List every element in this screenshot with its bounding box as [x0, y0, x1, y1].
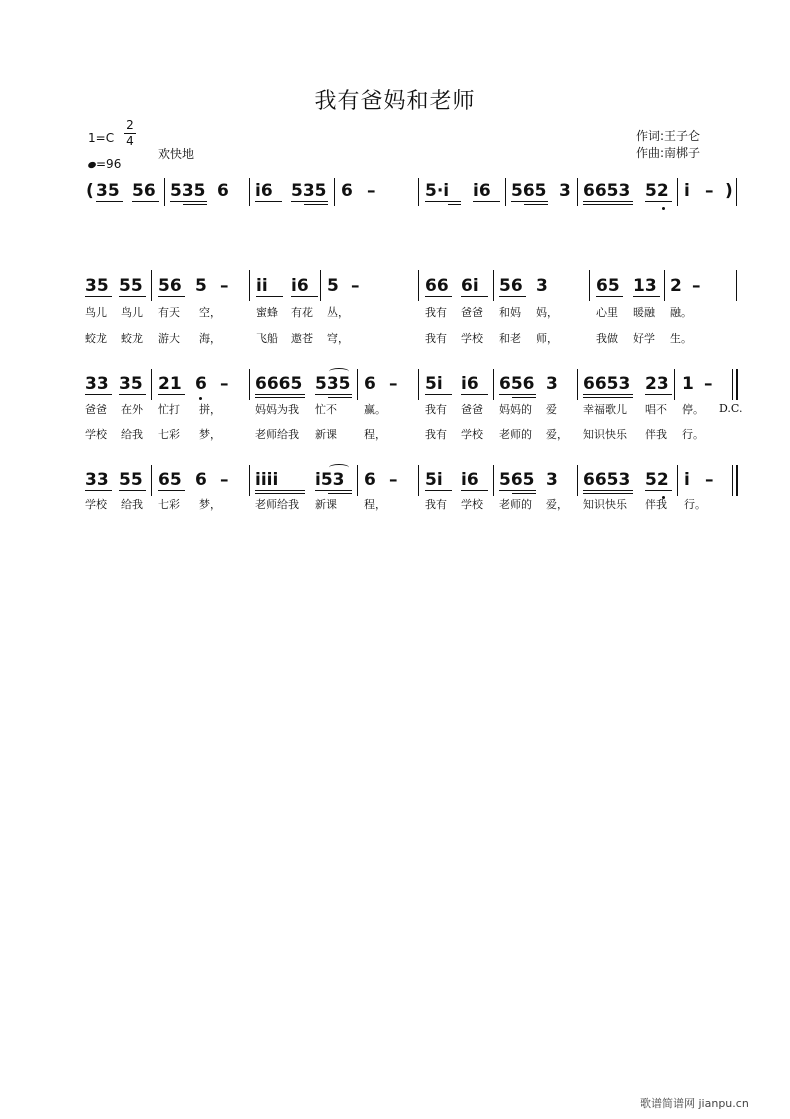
- lyric: 丛，: [327, 306, 349, 319]
- barline: [151, 369, 152, 400]
- note-group: 535: [315, 374, 351, 394]
- note-group: 535: [170, 181, 206, 201]
- note-group: i6: [473, 181, 491, 201]
- dash: –: [705, 181, 714, 201]
- barline: [505, 178, 506, 206]
- note-group: 35: [96, 181, 120, 201]
- dash: –: [389, 470, 398, 490]
- dash: –: [220, 470, 229, 490]
- note-group: 5i: [425, 374, 443, 394]
- lyric: 空，: [199, 306, 221, 319]
- note-group: 33: [85, 374, 109, 394]
- lyric: 学校: [85, 498, 107, 511]
- barline: [418, 270, 419, 301]
- note-group: 6653: [583, 181, 631, 201]
- slur: [329, 464, 349, 471]
- barline: [493, 270, 494, 301]
- note-group: 35: [119, 374, 143, 394]
- lyric: 伴我: [645, 428, 667, 441]
- dash: –: [351, 276, 360, 296]
- note-group: i: [684, 181, 690, 201]
- barline: [664, 270, 665, 301]
- barline: [320, 270, 321, 301]
- lyric: 老师给我: [255, 498, 299, 511]
- note-group: 3: [559, 181, 571, 201]
- note-group: i6: [461, 374, 479, 394]
- barline: [249, 369, 250, 400]
- barline: [151, 465, 152, 496]
- note-group: i6: [291, 276, 309, 296]
- lyric: 幸福歌儿: [583, 403, 627, 416]
- note-group: 65: [158, 470, 182, 490]
- barline: [577, 369, 578, 400]
- note-group: 656: [499, 374, 535, 394]
- lyric: 忙不: [315, 403, 337, 416]
- note-group: 5i: [425, 470, 443, 490]
- note-group: 565: [511, 181, 547, 201]
- barline: [674, 369, 675, 400]
- note-group: 66: [425, 276, 449, 296]
- lyric: 我做: [596, 332, 618, 345]
- note-group: 6: [195, 374, 207, 394]
- lyric: 七彩: [158, 428, 180, 441]
- barline: [357, 465, 358, 496]
- lyric: 爸爸: [461, 306, 483, 319]
- lyric: 老师给我: [255, 428, 299, 441]
- lyric: 唱不: [645, 403, 667, 416]
- lyric: 我有: [425, 428, 447, 441]
- note-group: 6: [217, 181, 229, 201]
- lyric: 梦，: [199, 498, 221, 511]
- note-group: 56: [499, 276, 523, 296]
- lyric: 行。: [682, 428, 704, 441]
- lyric: 爱，: [546, 498, 568, 511]
- lyric: 在外: [121, 403, 143, 416]
- site-watermark: 歌谱简谱网 jianpu.cn: [640, 1097, 749, 1110]
- note-group: 55: [119, 470, 143, 490]
- lyric: 老师的: [499, 498, 532, 511]
- note-group: 3: [546, 470, 558, 490]
- lyric: 和妈: [499, 306, 521, 319]
- lyric: 拼，: [199, 403, 221, 416]
- barline: [493, 369, 494, 400]
- note-group: 1: [682, 374, 694, 394]
- dash: –: [220, 374, 229, 394]
- lyric: 鸟儿: [121, 306, 143, 319]
- note-group: 5: [195, 276, 207, 296]
- lyric: 程，: [364, 498, 386, 511]
- lyric: 爱: [546, 403, 557, 416]
- dash: –: [705, 470, 714, 490]
- da-capo-mark: D.C.: [719, 402, 743, 415]
- dash: –: [704, 374, 713, 394]
- low-octave-dot: [662, 207, 665, 210]
- barline: [418, 369, 419, 400]
- lyric: 知识快乐: [583, 498, 627, 511]
- time-signature-bottom: 4: [126, 134, 134, 148]
- lyric: 给我: [121, 498, 143, 511]
- lyric: 爸爸: [85, 403, 107, 416]
- song-title: 我有爸妈和老师: [314, 89, 476, 114]
- composer-credit: 作曲:南梆子: [636, 146, 701, 160]
- lyric: 心里: [596, 306, 618, 319]
- lyric: 学校: [461, 428, 483, 441]
- note-group: 21: [158, 374, 182, 394]
- lyric: 新课: [315, 498, 337, 511]
- note-group: 565: [499, 470, 535, 490]
- lyric: 妈，: [536, 306, 558, 319]
- note-group: 23: [645, 374, 669, 394]
- note-group: 6i: [461, 276, 479, 296]
- lyric: 学校: [461, 332, 483, 345]
- lyric: 妈妈的: [499, 403, 532, 416]
- expression-marking: 欢快地: [158, 147, 195, 161]
- low-octave-dot: [199, 397, 202, 400]
- lyric: 伴我: [645, 498, 667, 511]
- lyric: 梦，: [199, 428, 221, 441]
- note-group: i6: [255, 181, 273, 201]
- lyric: 妈妈为我: [255, 403, 299, 416]
- lyric: 游大: [158, 332, 180, 345]
- note-group: 65: [596, 276, 620, 296]
- barline: [249, 270, 250, 301]
- dash: –: [692, 276, 701, 296]
- lyric: 飞船: [256, 332, 278, 345]
- lyric: 爸爸: [461, 403, 483, 416]
- note-group: 13: [633, 276, 657, 296]
- lyric: 有花: [291, 306, 313, 319]
- barline: [589, 270, 590, 301]
- note-group: 6: [364, 470, 376, 490]
- lyric: 生。: [670, 332, 692, 345]
- lyric: 停。: [682, 403, 704, 416]
- lyric: 暖融: [633, 306, 655, 319]
- barline: [493, 465, 494, 496]
- lyric: 蛟龙: [85, 332, 107, 345]
- lyric: 我有: [425, 403, 447, 416]
- barline: [164, 178, 165, 206]
- lyric: 海，: [199, 332, 221, 345]
- lyric: 融。: [670, 306, 692, 319]
- lyric: 穹，: [327, 332, 349, 345]
- barline: [249, 465, 250, 496]
- note-group: 56: [158, 276, 182, 296]
- paren-close: ): [725, 181, 733, 201]
- note-group: 6: [341, 181, 353, 201]
- note-group: 6665: [255, 374, 303, 394]
- note-group: 5: [327, 276, 339, 296]
- note-group: 52: [645, 470, 669, 490]
- barline: [736, 178, 737, 206]
- barline: [418, 465, 419, 496]
- dash: –: [220, 276, 229, 296]
- lyric: 蜜蜂: [256, 306, 278, 319]
- lyric: 我有: [425, 498, 447, 511]
- barline: [249, 178, 250, 206]
- lyric: 我有: [425, 306, 447, 319]
- note-group: 6653: [583, 470, 631, 490]
- note-group: 3: [546, 374, 558, 394]
- lyric: 鸟儿: [85, 306, 107, 319]
- lyric: 师，: [536, 332, 558, 345]
- lyric: 赢。: [364, 403, 386, 416]
- note-group: i6: [461, 470, 479, 490]
- note-group: 3: [536, 276, 548, 296]
- lyric: 好学: [633, 332, 655, 345]
- final-barline: [732, 465, 733, 496]
- lyric: 和老: [499, 332, 521, 345]
- barline: [736, 270, 737, 301]
- lyric: 我有: [425, 332, 447, 345]
- note-group: 52: [645, 181, 669, 201]
- lyric: 给我: [121, 428, 143, 441]
- slur: [329, 368, 349, 375]
- lyric: 蛟龙: [121, 332, 143, 345]
- note-group: 6653: [583, 374, 631, 394]
- barline: [151, 270, 152, 301]
- lyric: 遨苍: [291, 332, 313, 345]
- barline: [357, 369, 358, 400]
- tempo-marking: [88, 157, 121, 171]
- note-group: ii: [256, 276, 268, 296]
- time-signature-top: 2: [126, 118, 134, 132]
- lyric: 行。: [684, 498, 706, 511]
- note-group: 56: [132, 181, 156, 201]
- lyric: 学校: [461, 498, 483, 511]
- note-group: 33: [85, 470, 109, 490]
- barline: [577, 465, 578, 496]
- note-group: 535: [291, 181, 327, 201]
- lyric: 学校: [85, 428, 107, 441]
- lyric: 程，: [364, 428, 386, 441]
- note-group: 2: [670, 276, 682, 296]
- key-signature: 1=C: [88, 131, 115, 145]
- barline: [577, 178, 578, 206]
- final-barline: [732, 369, 733, 400]
- lyric: 老师的: [499, 428, 532, 441]
- note-group: 55: [119, 276, 143, 296]
- lyricist-credit: 作词:王子仑: [636, 129, 701, 143]
- lyric: 七彩: [158, 498, 180, 511]
- barline: [334, 178, 335, 206]
- lyric: 有天: [158, 306, 180, 319]
- barline: [677, 465, 678, 496]
- time-signature: [123, 118, 137, 149]
- tempo-value: =96: [96, 157, 122, 171]
- dash: –: [389, 374, 398, 394]
- note-group: 5·i: [425, 181, 450, 201]
- note-group: iiii: [255, 470, 279, 490]
- paren-open: (: [86, 181, 94, 201]
- note-group: i53: [315, 470, 345, 490]
- note-group: i: [684, 470, 690, 490]
- note-group: 6: [364, 374, 376, 394]
- lyric: 新课: [315, 428, 337, 441]
- dash: –: [367, 181, 376, 201]
- lyric: 知识快乐: [583, 428, 627, 441]
- lyric: 爱，: [546, 428, 568, 441]
- note-group: 35: [85, 276, 109, 296]
- lyric: 忙打: [158, 403, 180, 416]
- barline: [418, 178, 419, 206]
- barline: [677, 178, 678, 206]
- note-group: 6: [195, 470, 207, 490]
